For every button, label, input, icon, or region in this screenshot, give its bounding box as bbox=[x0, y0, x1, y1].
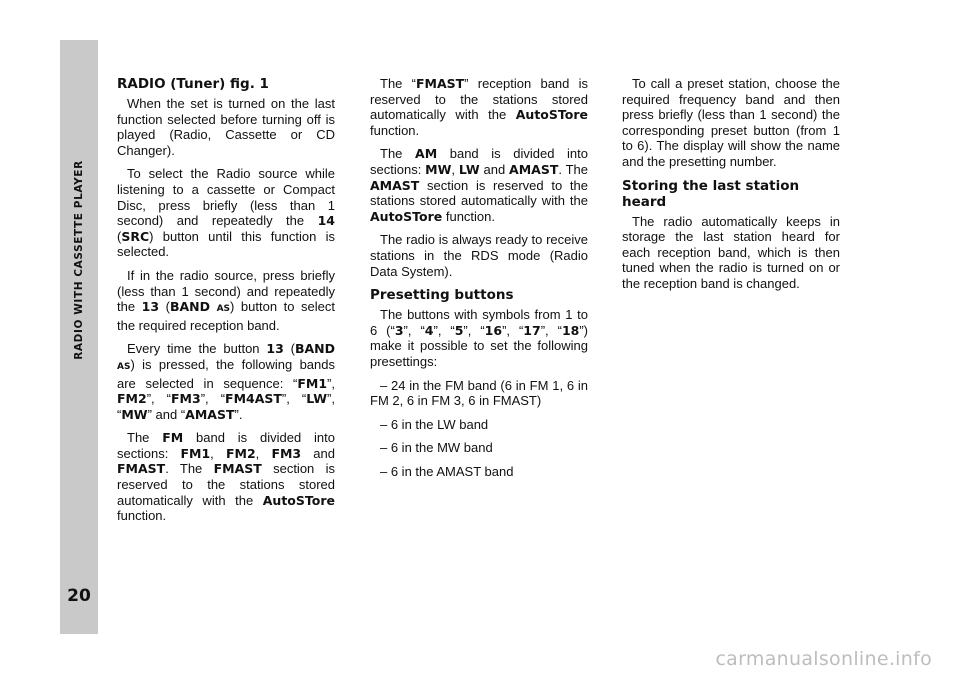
paragraph: To call a preset station, choose the required frequency band and then press briefly (less than 1 second) the corresponding preset button (from 1 to 6). The display will show the name and the presetting number. bbox=[622, 76, 840, 169]
section-heading-presetting-buttons: Presetting buttons bbox=[370, 287, 514, 304]
column-1 bbox=[117, 76, 335, 532]
watermark-text: carmanualsonline.info bbox=[715, 648, 932, 670]
column-3 bbox=[622, 76, 840, 300]
list-item: – 6 in the AMAST band bbox=[380, 463, 514, 479]
paragraph: If in the radio source, press briefly (less than 1 second) and repeatedly the 13 (BAND AS) button to select the required reception band. bbox=[117, 267, 335, 333]
paragraph: The radio automatically keeps in storage the last station heard for each reception band, which is then tuned when the radio is turned on or the reception band is changed. bbox=[622, 213, 840, 291]
paragraph: Every time the button 13 (BAND AS) is pressed, the following bands are selected in sequence: “FM1”, FM2”, “FM3”, “FM4AST”, “LW”, “MW” and “AMAST”. bbox=[117, 341, 335, 422]
paragraph: The buttons with symbols from 1 to 6 (“3”, “4”, “5”, “16”, “17”, “18”) make it possible to set the following presettings: bbox=[370, 307, 589, 369]
paragraph: To select the Radio source while listening to a cassette or Compact Disc, press briefly (less than 1 second) and repeatedly the 14 (SRC) button until this function is selected. bbox=[117, 166, 335, 260]
section-heading-storing-last-station: Storing the last station heard bbox=[622, 177, 800, 210]
paragraph: The “FMAST” reception band is reserved to the stations stored automatically with the AutoSTore function. bbox=[370, 76, 589, 138]
paragraph: The radio is always ready to receive stations in the RDS mode (Radio Data System). bbox=[370, 232, 588, 279]
paragraph: When the set is turned on the last function selected before turning off is played (Radio, Cassette or CD Changer). bbox=[117, 96, 335, 158]
list-item: – 24 in the FM band (6 in FM 1, 6 in FM 2, 6 in FM 3, 6 in FMAST) bbox=[370, 377, 588, 409]
column-2 bbox=[370, 76, 588, 487]
section-heading-radio-tuner: RADIO (Tuner) fig. 1 bbox=[117, 76, 269, 92]
page-number: 20 bbox=[67, 586, 91, 606]
paragraph: The FM band is divided into sections: FM1, FM2, FM3 and FMAST. The FMAST section is reserved to the stations stored automatically with the AutoSTore function. bbox=[117, 430, 336, 524]
section-title-vertical: RADIO WITH CASSETTE PLAYER bbox=[73, 160, 85, 360]
list-item: – 6 in the LW band bbox=[380, 416, 489, 432]
list-item: – 6 in the MW band bbox=[380, 440, 493, 456]
paragraph: The AM band is divided into sections: MW, LW and AMAST. The AMAST section is reserved to the stations stored automatically with the AutoSTore function. bbox=[370, 146, 589, 224]
